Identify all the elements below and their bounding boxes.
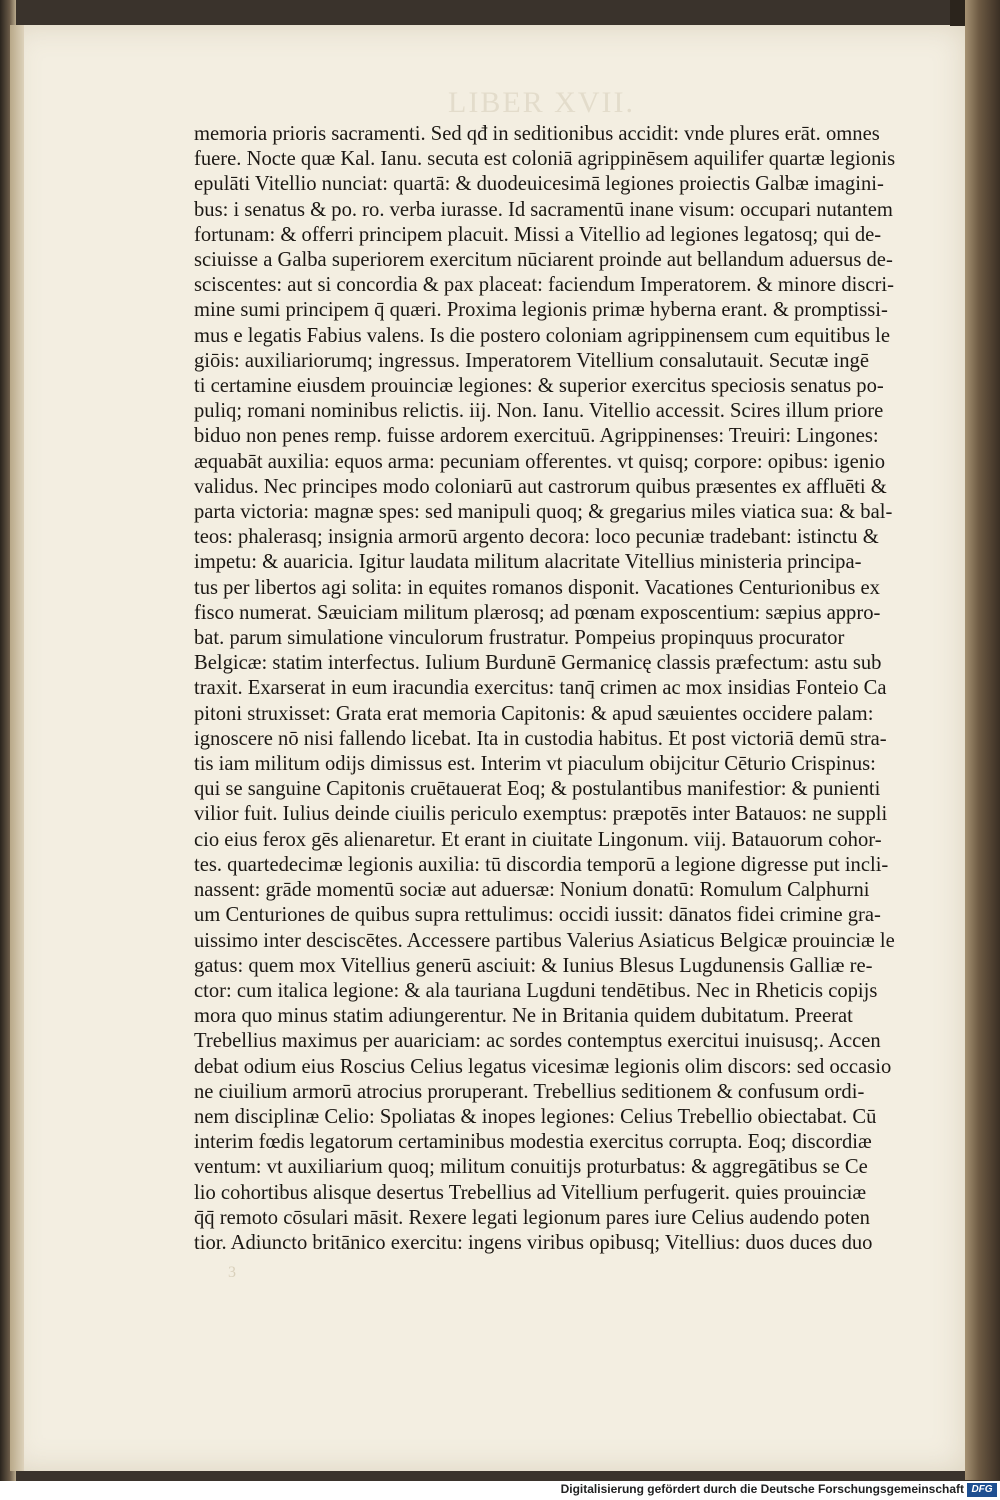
text-line: tes. quartedecimæ legionis auxilia: tū discordia temporū a legione digresse put incli- bbox=[194, 853, 889, 876]
text-line: Belgicæ: statim interfectus. Iulium Burdunē Germanicę classis præfectum: astu sub bbox=[194, 652, 882, 675]
text-line: ne ciuilium armorū atrocius proruperant. Trebellius seditionem & confusum ordi- bbox=[194, 1080, 865, 1103]
page-mark: 3 bbox=[228, 1264, 236, 1281]
text-line: ignoscere nō nisi fallendo licebat. Ita in custodia habitus. Et post victoriā demū stra- bbox=[194, 727, 887, 750]
text-line: æquabāt auxilia: equos arma: pecuniam offerentes. vt quisq; corpore: opibus: igenio bbox=[194, 450, 886, 473]
footer-bar bbox=[0, 1481, 1000, 1500]
text-line: biduo non penes remp. fuisse ardorem exercituū. Agrippinenses: Treuiri: Lingones: bbox=[194, 425, 879, 448]
text-line: tus per libertos agi solita: in equites romanos disponit. Vacationes Centurionibus ex bbox=[194, 576, 880, 599]
text-line: uissimo inter desciscētes. Accessere partibus Valerius Asiaticus Belgicæ prouinciæ le bbox=[194, 929, 895, 952]
text-line: tis iam militum odijs dimissus est. Interim vt piaculum obijcitur Cēturio Crispinus: bbox=[194, 753, 876, 776]
text-line: um Centuriones de quibus supra rettulimus: occidi iussit: dānatos fidei crimine gra- bbox=[194, 904, 881, 927]
text-line: debat odium eius Roscius Celius legatus vicesimæ legionis olim discors: sed occasio bbox=[194, 1055, 892, 1078]
text-line: bus: i senatus & po. ro. verba iurasse. Id sacramentū inane visum: occupari nutantem bbox=[194, 198, 893, 221]
text-line: traxit. Exarserat in eum iracundia exercitus: tanq̄ crimen ac mox insidias Fonteio Ca bbox=[194, 677, 887, 700]
text-line: puliq; romani nominibus relictis. iij. Non. Ianu. Vitellio accessit. Scires illum priore bbox=[194, 400, 884, 423]
text-line: validus. Nec principes modo coloniarū aut castrorum quibus præsentes ex affluēti & bbox=[194, 475, 887, 498]
text-line: Trebellius maximus per auariciam: ac sordes contemptus exercitui inuisusq;. Accen bbox=[194, 1030, 881, 1053]
text-line: epulāti Vitellio nunciat: quartā: & duodeuicesimā legiones proiectis Galbæ imagini- bbox=[194, 173, 884, 196]
page-gutter bbox=[10, 25, 24, 1471]
text-line: mus e legatis Fabius valens. Is die postero coloniam agrippinensem cum equitibus le bbox=[194, 324, 891, 347]
text-line: ctor: cum italica legione: & ala tauriana Lugduni tendētibus. Nec in Rheticis copijs bbox=[194, 979, 878, 1002]
text-block bbox=[194, 122, 906, 1256]
text-line: gatus: quem mox Vitellius generū asciuit: & Iunius Blesus Lugdunensis Galliæ re- bbox=[194, 954, 873, 977]
text-line: pitoni struxisset: Grata erat memoria Capitonis: & apud sæuientes occidere palam: bbox=[194, 702, 874, 725]
text-line: nem disciplinæ Celio: Spoliatas & inopes legiones: Celius Trebellio obiectabat. Cū bbox=[194, 1105, 877, 1128]
text-line: mine sumi principem q̄ quæri. Proxima legionis primæ hyberna erant. & promptissi- bbox=[194, 299, 888, 322]
text-line: tior. Adiuncto britānico exercitu: ingens viribus opibusq; Vitellius: duos duces duo bbox=[194, 1231, 873, 1254]
book-right-edge bbox=[965, 0, 1000, 1480]
text-line: sciuisse a Galba superiorem exercitum nūciarent proinde aut bellandum aduersus de- bbox=[194, 249, 893, 272]
text-line: giōis: auxiliariorumq; ingressus. Imperatorem Vitellium consalutauit. Secutæ ingē bbox=[194, 349, 869, 372]
text-line: q̄q̄ remoto cōsulari māsit. Rexere legati legionum pares iure Celius audendo poten bbox=[194, 1206, 870, 1229]
text-line: teos: phalerasq; insignia armorū argento decora: loco pecuniæ tradebant: istinctu & bbox=[194, 526, 879, 549]
text-line: qui se sanguine Capitonis cruētauerat Eoq; & postulantibus manifestior: & punienti bbox=[194, 778, 881, 801]
text-line: fuere. Nocte quæ Kal. Ianu. secuta est coloniā agrippinēsem aquilifer quartæ legionis bbox=[194, 148, 896, 171]
text-line: memoria prioris sacramenti. Sed qđ in seditionibus accidit: vnde plures erāt. omnes bbox=[194, 123, 880, 145]
text-line: sciscentes: aut si concordia & pax placeat: faciendum Imperatorem. & minore discri- bbox=[194, 274, 894, 297]
dfg-logo-icon: DFG bbox=[967, 1483, 997, 1497]
text-line: cio eius ferox gēs alienaretur. Et erant in ciuitate Lingonum. viij. Batauorum cohor- bbox=[194, 828, 882, 851]
text-line: nassent: grāde momentū sociæ aut aduersæ: Nonium donatū: Romulum Calphurni bbox=[194, 879, 870, 902]
text-line: fortunam: & offerri principem placuit. Missi a Vitellio ad legiones legatosq; qui de- bbox=[194, 223, 882, 246]
footer-credit: Digitalisierung gefördert durch die Deutsche Forschungsgemeinschaft bbox=[560, 1482, 964, 1496]
text-line: lio cohortibus alisque desertus Trebellius ad Vitellium perfugerit. quies prouinciæ bbox=[194, 1181, 867, 1204]
text-line: interim fœdis legatorum certaminibus modestia exercitus corrupta. Eoq; discordiæ bbox=[194, 1131, 872, 1154]
text-line: impetu: & auaricia. Igitur laudata militum alacritate Vitellius ministeria principa- bbox=[194, 551, 862, 574]
text-line: ti certamine eiusdem prouinciæ legiones: & superior exercitus speciosis senatus po- bbox=[194, 375, 884, 398]
text-line: vilior fuit. Iulius deinde ciuilis periculo exemptus: præpotēs inter Batauos: ne suppli bbox=[194, 803, 888, 826]
text-line: parta victoria: magnæ spes: sed manipuli quoq; & gregarius miles viatica sua: & bal- bbox=[194, 501, 893, 524]
running-head: LIBER XVII. bbox=[448, 86, 635, 119]
text-line: mora quo minus statim adiungerentur. Ne in Britania quidem dubitatum. Preerat bbox=[194, 1005, 853, 1028]
text-line: fisco numerat. Sæuiciam militum plærosq; ad pœnam exposcentium: sæpius appro- bbox=[194, 601, 881, 624]
text-line: bat. parum simulatione vinculorum frustratur. Pompeius propinquus procurator bbox=[194, 627, 845, 650]
text-line: ventum: vt auxiliarium quoq; militum conuitijs proturbatus: & aggregātibus se Ce bbox=[194, 1156, 868, 1179]
